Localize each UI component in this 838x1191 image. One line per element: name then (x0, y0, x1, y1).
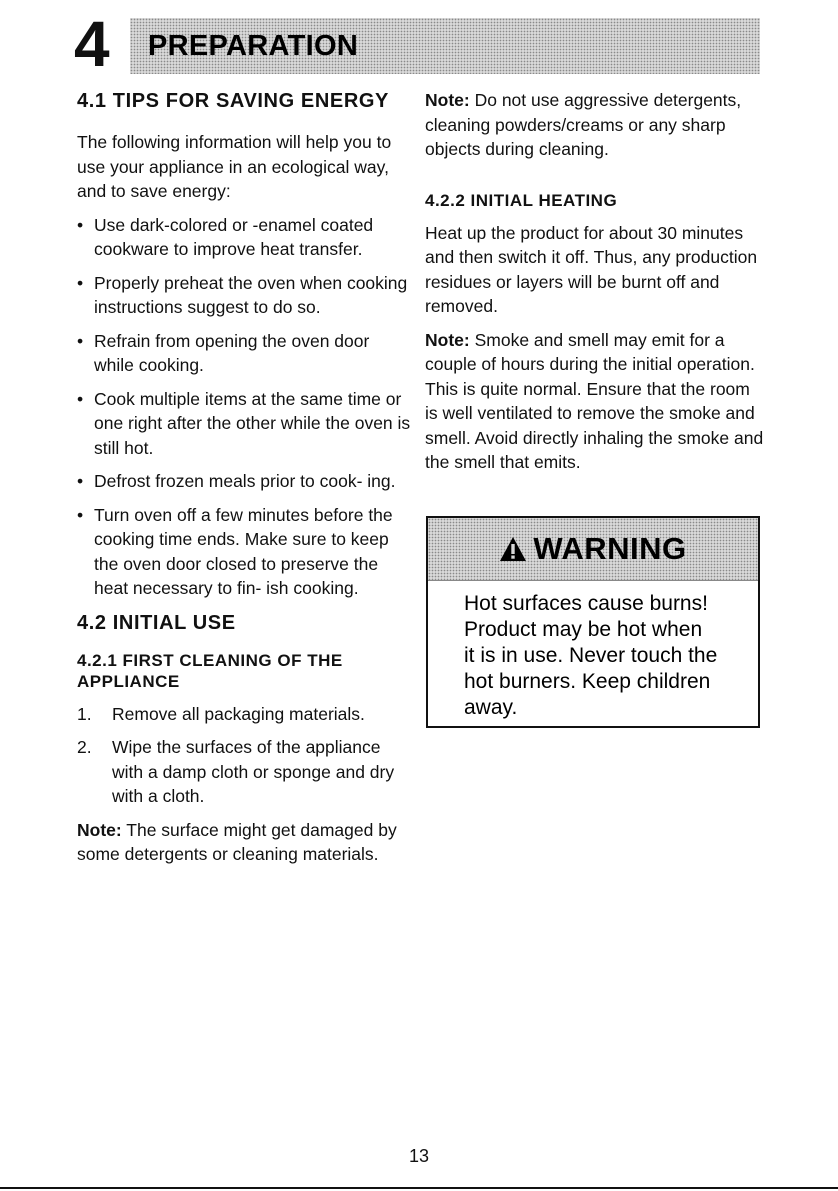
page-number: 13 (408, 1146, 430, 1166)
note-label: Note: (77, 819, 122, 840)
cleaning-steps-list (77, 702, 412, 809)
heating-note (425, 328, 765, 475)
note-text: The surface might get damaged by some detergents or cleaning materials. (77, 819, 397, 864)
warning-text (428, 581, 758, 721)
section-4-2-title: 4.2 INITIAL USE (77, 611, 236, 634)
warning-title: WARNING (533, 531, 687, 566)
section-4-2-1-title: 4.2.1 FIRST CLEANING OF THE APPLIANCE (77, 650, 343, 691)
detergent-note (425, 88, 765, 162)
list-item (77, 735, 412, 809)
section-4-2-2-text: Heat up the product for about 30 minutes and then switch it off. Thus, any production residues or layers will be burnt off and removed. (425, 222, 758, 316)
list-item: • Refrain from opening the oven door while cooking. (77, 329, 412, 378)
chapter-header-band (130, 18, 760, 74)
note-text: Do not use aggressive detergents, cleaning powders/creams or any sharp objects during cleaning. (425, 90, 742, 159)
note-text: Smoke and smell may emit for a couple of hours during the initial operation. This is quite normal. Ensure that the room is well ventilated to remove the smoke and smell. Avoid directly inhaling the smoke and the smell that emits. (425, 329, 764, 472)
chapter-title: PREPARATION (148, 30, 359, 62)
note-label: Note: (425, 329, 470, 350)
list-item (77, 702, 412, 727)
section-4-2-2-title: 4.2.2 INITIAL HEATING (425, 190, 618, 210)
step-number: 2. (77, 737, 92, 757)
bottom-rule (0, 1187, 838, 1189)
cleaning-note (77, 818, 412, 867)
section-4-1-title: 4.1 TIPS FOR SAVING ENERGY (77, 90, 389, 112)
warning-line: Hot surfaces cause burns! (464, 592, 708, 615)
list-item: • Cook multiple items at the same time or one right after the other while the oven is still hot. (77, 387, 412, 461)
step-number: 1. (77, 703, 92, 724)
warning-line: it is in use. Never touch the (464, 644, 718, 667)
step-text: Wipe the surfaces of the appliance with a damp cloth or sponge and dry with a cloth. (112, 737, 395, 806)
warning-heading (499, 531, 686, 567)
section-4-1-intro: The following information will help you to use your appliance in an ecological way, and to save energy: (77, 132, 392, 201)
warning-header (428, 518, 758, 581)
list-item: • Properly preheat the oven when cooking instructions suggest to do so. (77, 271, 412, 320)
left-column (77, 88, 412, 867)
warning-line: hot burners. Keep children (464, 670, 711, 693)
note-label: Note: (425, 90, 470, 110)
list-item: • Turn oven off a few minutes before the cooking time ends. Make sure to keep the oven door closed to preserve the heat necessary to fin- ish cooking. (77, 503, 412, 601)
list-item: • Use dark-colored or -enamel coated cookware to improve heat transfer. (77, 213, 412, 262)
step-text: Remove all packaging materials. (112, 703, 365, 724)
warning-box (426, 516, 760, 728)
list-item: • Defrost frozen meals prior to cook- ing. (77, 469, 412, 494)
warning-line: away. (464, 696, 518, 719)
right-column (425, 88, 765, 475)
warning-line: Product may be hot when (464, 618, 703, 641)
energy-tips-list (77, 213, 412, 601)
chapter-number: 4 (74, 8, 110, 80)
warning-triangle-icon (499, 536, 527, 562)
